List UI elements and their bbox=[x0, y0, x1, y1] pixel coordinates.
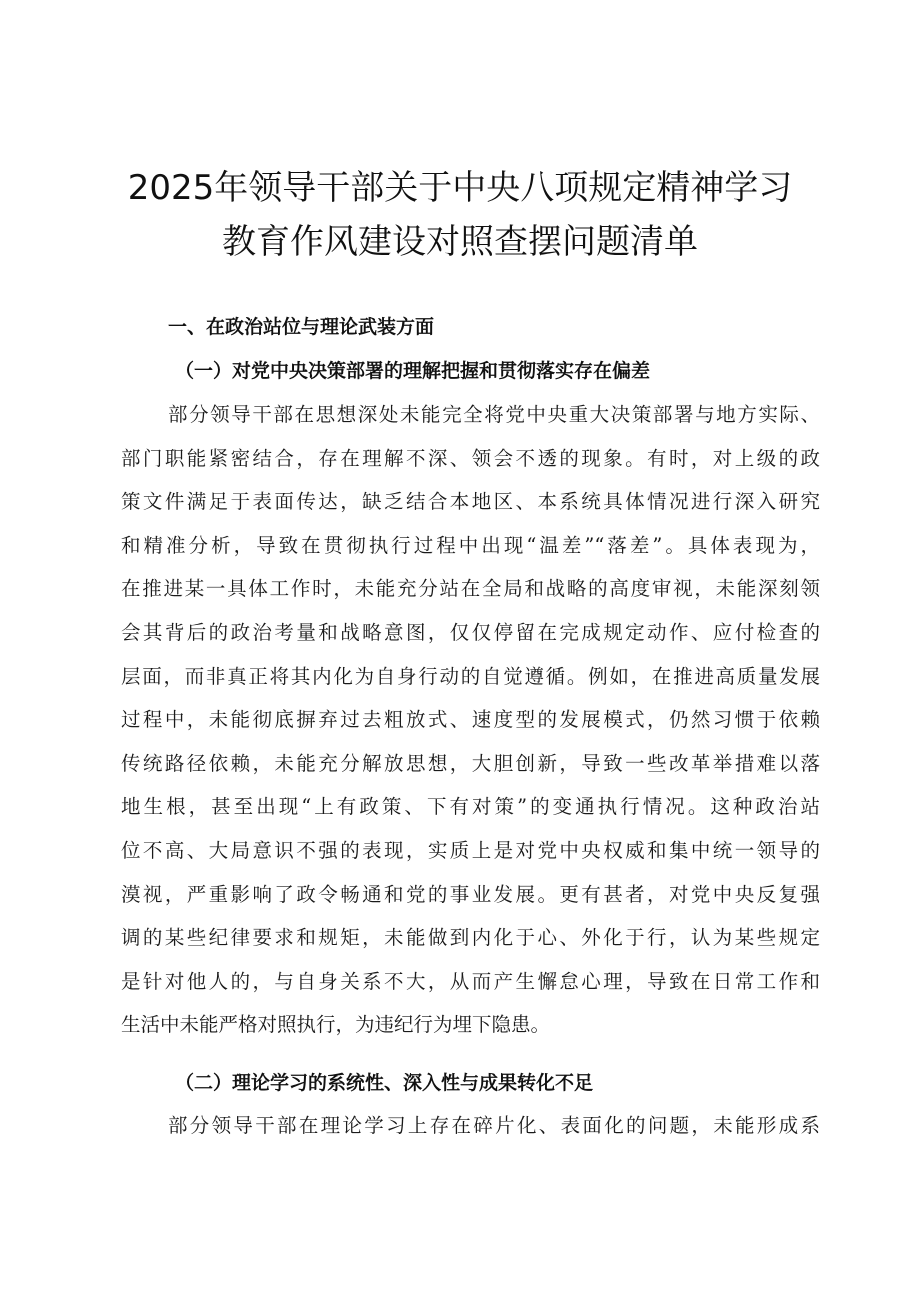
paragraph-line: 会其背后的政治考量和战略意图，仅仅停留在完成规定动作、应付检查的 bbox=[121, 621, 820, 644]
paragraph-line: 传统路径依赖，未能充分解放思想，大胆创新，导致一些改革举措难以落 bbox=[121, 751, 820, 775]
paragraph-line: 和精准分析，导致在贯彻执行过程中出现“温差”“落差”。具体表现为， bbox=[121, 533, 820, 557]
paragraph-line: 层面，而非真正将其内化为自身行动的自觉遵循。例如，在推进高质量发展 bbox=[121, 664, 820, 688]
paragraph-line: 地生根，甚至出现“上有政策、下有对策”的变通执行情况。这种政治站 bbox=[121, 795, 820, 819]
subsection-heading-2: （二）理论学习的系统性、深入性与成果转化不足 bbox=[175, 1072, 594, 1094]
paragraph-line: 部分领导干部在理论学习上存在碎片化、表面化的问题，未能形成系 bbox=[168, 1114, 820, 1137]
paragraph-line: 过程中，未能彻底摒弃过去粗放式、速度型的发展模式，仍然习惯于依赖 bbox=[121, 708, 820, 732]
paragraph-line: 部分领导干部在思想深处未能完全将党中央重大决策部署与地方实际、 bbox=[168, 403, 820, 426]
document-title-line-2: 教育作风建设对照查摆问题清单 bbox=[222, 222, 698, 262]
paragraph-line: 调的某些纪律要求和规矩，未能做到内化于心、外化于行，认为某些规定 bbox=[121, 926, 820, 950]
paragraph-line: 部门职能紧密结合，存在理解不深、领会不透的现象。有时，对上级的政 bbox=[121, 446, 820, 470]
paragraph-line: 漠视，严重影响了政令畅通和党的事业发展。更有甚者，对党中央反复强 bbox=[121, 882, 820, 906]
paragraph-line: 位不高、大局意识不强的表现，实质上是对党中央权威和集中统一领导的 bbox=[121, 839, 820, 862]
paragraph-line: 是针对他人的，与自身关系不大，从而产生懈怠心理，导致在日常工作和 bbox=[121, 969, 820, 993]
paragraph-line: 在推进某一具体工作时，未能充分站在全局和战略的高度审视，未能深刻领 bbox=[121, 577, 820, 601]
paragraph-line: 策文件满足于表面传达，缺乏结合本地区、本系统具体情况进行深入研究 bbox=[121, 490, 820, 514]
document-title-line-1: 2025年领导干部关于中央八项规定精神学习 bbox=[127, 168, 793, 208]
subsection-heading-1: （一）对党中央决策部署的理解把握和贯彻落实存在偏差 bbox=[175, 360, 651, 382]
paragraph-line: 生活中未能严格对照执行，为违纪行为埋下隐患。 bbox=[121, 1013, 551, 1037]
section-heading: 一、在政治站位与理论武装方面 bbox=[168, 316, 435, 338]
